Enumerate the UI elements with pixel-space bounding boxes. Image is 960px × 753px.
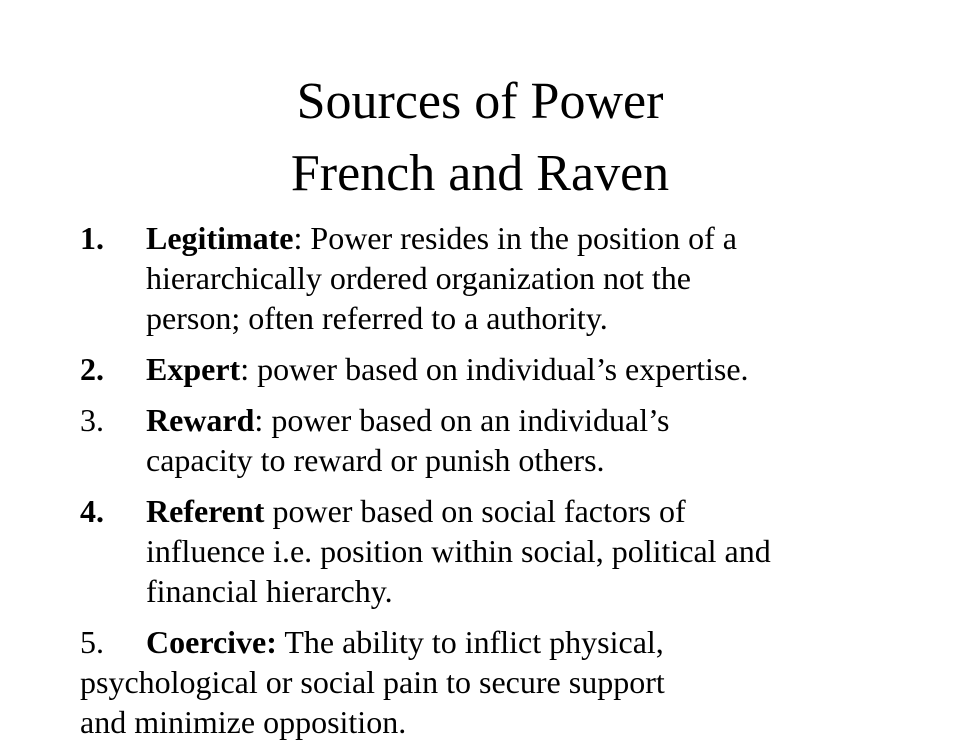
item-line [146, 491, 910, 531]
item-term: Coercive: [146, 624, 277, 660]
item-number: 1. [80, 220, 104, 256]
power-sources-list [80, 218, 910, 753]
list-item-reward [80, 400, 910, 480]
item-number: 5. [80, 624, 104, 660]
item-description: : power based on individual’s expertise. [240, 351, 749, 387]
item-term: Expert [146, 351, 241, 387]
item-term: Referent [146, 493, 265, 529]
item-line: person; often referred to a authority. [146, 300, 608, 336]
title-line-1: Sources of Power [296, 73, 664, 130]
item-number: 3. [80, 402, 104, 438]
item-line [146, 218, 910, 258]
item-line: hierarchically ordered organization not the [146, 260, 691, 296]
list-item-referent [80, 491, 910, 611]
item-description: The ability to inflict physical, [276, 624, 664, 660]
item-number: 2. [80, 351, 104, 387]
item-number: 4. [80, 493, 104, 529]
item-line [80, 622, 910, 662]
list-item-expert [80, 349, 910, 389]
item-line [146, 349, 910, 389]
item-description: : Power resides in the position of a [293, 220, 737, 256]
title-line-2: French and Raven [290, 145, 670, 202]
item-line: financial hierarchy. [146, 573, 393, 609]
item-term: Legitimate [146, 220, 294, 256]
item-description: power based on social factors of [264, 493, 686, 529]
item-line: capacity to reward or punish others. [146, 442, 605, 478]
item-line [146, 400, 910, 440]
list-item-coercive [80, 622, 910, 742]
item-line: influence i.e. position within social, political and [146, 533, 771, 569]
item-line: and minimize opposition. [80, 704, 407, 740]
list-item-legitimate [80, 218, 910, 338]
item-description: : power based on an individual’s [254, 402, 670, 438]
item-term: Reward [146, 402, 255, 438]
slide-title [0, 66, 960, 210]
item-line: psychological or social pain to secure support [80, 664, 665, 700]
